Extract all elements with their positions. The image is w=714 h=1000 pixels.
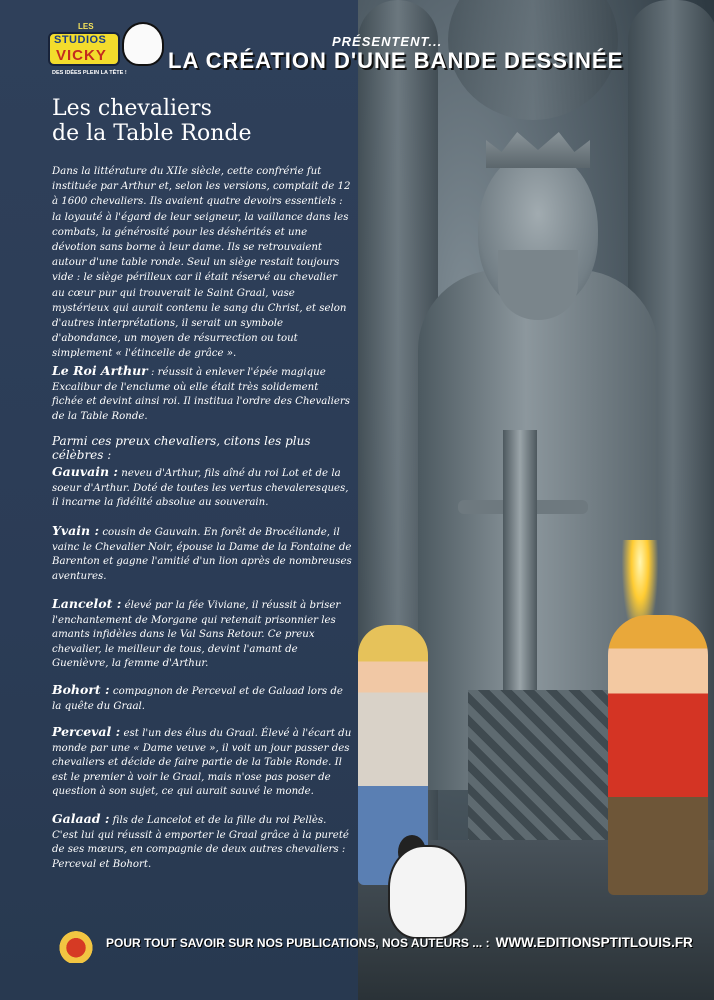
statue-beard bbox=[498, 250, 578, 320]
entry-gauvain bbox=[52, 465, 352, 511]
entry-name: Le Roi Arthur bbox=[52, 363, 148, 378]
statue-legs bbox=[468, 690, 608, 850]
entry-text: cousin de Gauvain. En forêt de Brocéliande, il vainc le Chevalier Noir, épouse la Dame de la Fontaine de Barenton et gagne l'amitié d'un lion après de nombreuses aventures. bbox=[52, 527, 352, 582]
entry-text: fils de Lancelot et de la fille du roi Pellès. C'est lui qui réussit à emporter le Graal grâce à la pureté de ses mœurs, en compagnie de deux autres chevaliers : Perceval et Bohort. bbox=[52, 815, 349, 870]
entry-text: compagnon de Perceval et de Galaad lors de la quête du Graal. bbox=[52, 686, 343, 712]
entry-text: : réussit à enlever l'épée magique Excalibur de l'enclume où elle était très solidement fichée et devint ainsi roi. Il institua l'ordre des Chevaliers de la Table Ronde. bbox=[52, 367, 351, 422]
entry-perceval bbox=[52, 725, 352, 800]
footer-text bbox=[106, 935, 693, 950]
entry-name: Yvain : bbox=[52, 523, 100, 538]
studios-vicky-logo bbox=[48, 22, 168, 78]
intro-paragraph: Dans la littérature du XIIe siècle, cette confrérie fut instituée par Arthur et, selon les versions, comptait de 12 à 1600 chevaliers. Ils avaient quatre devoirs essentiels : la loyauté à l'égard de leur seigneur, la vaillance dans les combats, la générosité pour les déshérités et une dévotion sans borne à leur dame. Ils se retrouvaient autour d'une table ronde. Seul un siège restait toujours vide : le siège périlleux car il était réservé au chevalier au cœur pur qui trouverait le Saint Graal, vase mystérieux qui aurait contenu le sang du Christ, et selon d'autres interprétations, il serait un symbole d'abondance, un moyen de résurrection ou tout simplement « l'étincelle de grâce ». bbox=[52, 166, 351, 360]
presentent-label: PRÉSENTENT... bbox=[332, 34, 443, 49]
footer-website-link[interactable]: WWW.EDITIONSPTITLOUIS.FR bbox=[495, 935, 693, 950]
studios-vicky-dog-icon bbox=[122, 22, 164, 66]
logo-vicky: VICKY bbox=[56, 47, 107, 64]
entry-name: Lancelot : bbox=[52, 596, 122, 611]
entry-name: Perceval : bbox=[52, 724, 121, 739]
character-red-shirt-kid bbox=[608, 615, 708, 895]
entry-arthur bbox=[52, 364, 352, 424]
entry-name: Bohort : bbox=[52, 682, 110, 697]
entry-text: est l'un des élus du Graal. Élevé à l'écart du monde par une « Dame veuve », il voit un jour passer des chevaliers et décide de faire partie de la Table Ronde. Il est le premier à voir le Graal, mais n'ose pas poser de question à son sujet, ce qui aurait sauvé le monde. bbox=[52, 728, 352, 798]
entry-yvain bbox=[52, 524, 352, 584]
article-title-line1: Les chevaliers bbox=[52, 96, 212, 121]
entry-text: élevé par la fée Viviane, il réussit à briser l'enchantement de Morgane qui retenait prisonnier les amants infidèles dans le Val Sans Retour. Ce preux chevalier, le meilleur de tous, devint l'amant de Guenièvre, la femme d'Arthur. bbox=[52, 600, 341, 670]
entry-name: Galaad : bbox=[52, 811, 110, 826]
logo-tagline: DES IDÉES PLEIN LA TÊTE ! bbox=[52, 70, 127, 76]
entry-text: neveu d'Arthur, fils aîné du roi Lot et de la soeur d'Arthur. Doté de toutes les vertus chevaleresques, il incarne la fidélité absolue au souverain. bbox=[52, 468, 349, 509]
statue-crown bbox=[486, 128, 590, 168]
logo-les: LES bbox=[78, 22, 94, 31]
entry-lancelot bbox=[52, 597, 352, 672]
page-title: LA CRÉATION D'UNE BANDE DESSINÉE bbox=[168, 48, 624, 73]
article-title bbox=[52, 96, 352, 146]
entry-name: Gauvain : bbox=[52, 464, 119, 479]
entry-galaad bbox=[52, 812, 352, 872]
footer bbox=[50, 925, 693, 965]
citons-heading: Parmi ces preux chevaliers, citons les plus célèbres : bbox=[52, 434, 311, 462]
footer-message: POUR TOUT SAVOIR SUR NOS PUBLICATIONS, NOS AUTEURS ... : bbox=[106, 936, 490, 950]
biplane-icon bbox=[56, 929, 96, 963]
logo-studios: STUDIOS bbox=[54, 34, 107, 46]
entry-bohort bbox=[52, 683, 352, 714]
article-title-line2: de la Table Ronde bbox=[52, 121, 252, 146]
illustration-knight-statue bbox=[358, 0, 714, 1000]
